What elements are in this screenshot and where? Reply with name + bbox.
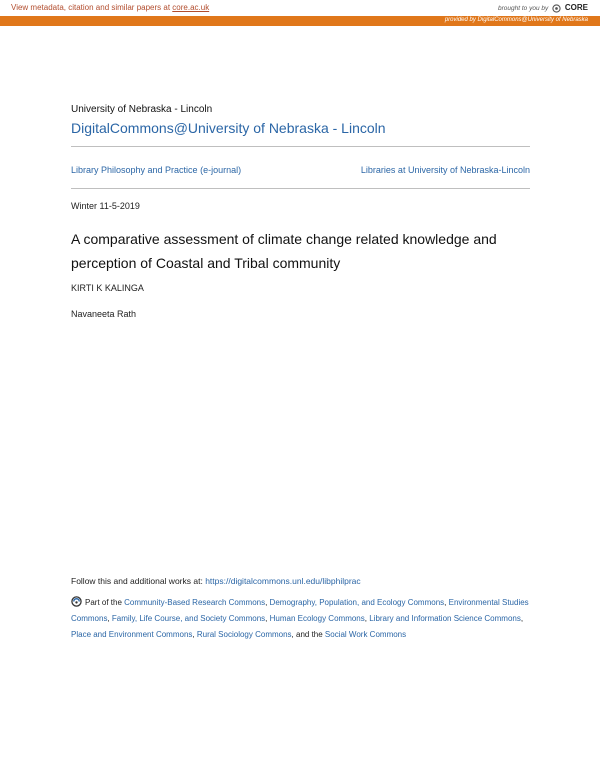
author-1: KIRTI K KALINGA [71, 283, 144, 293]
institution-name: University of Nebraska - Lincoln [71, 104, 213, 115]
metadata-text: View metadata, citation and similar papers at [11, 3, 171, 12]
commons-link[interactable]: Human Ecology Commons [269, 614, 365, 623]
part-of-prefix: Part of the [85, 598, 122, 607]
commons-link[interactable]: Place and Environment Commons [71, 630, 193, 639]
separator: , [265, 598, 270, 607]
commons-link[interactable]: Environmental Studies Commons [71, 598, 529, 623]
repository-link[interactable]: DigitalCommons@University of Nebraska - Lincoln [71, 120, 386, 136]
core-link[interactable]: core.ac.uk [172, 3, 210, 12]
commons-link[interactable]: Demography, Population, and Ecology Commons [269, 598, 445, 607]
disciplines-paragraph [71, 595, 533, 643]
libraries-link[interactable]: Libraries at University of Nebraska-Lincoln [360, 165, 530, 175]
author-2: Navaneeta Rath [71, 309, 137, 319]
publication-date: Winter 11-5-2019 [71, 201, 140, 211]
commons-link[interactable]: Social Work Commons [324, 630, 407, 639]
separator: , [192, 630, 197, 639]
divider-top [71, 146, 530, 147]
commons-link[interactable]: Community-Based Research Commons [124, 598, 266, 607]
follow-line [71, 576, 361, 586]
core-top-bar [0, 0, 600, 16]
commons-link[interactable]: Family, Life Course, and Society Commons [111, 614, 266, 623]
core-logo-icon [552, 4, 561, 13]
metadata-notice [11, 3, 209, 12]
divider-bottom [71, 188, 530, 189]
separator: , [444, 598, 449, 607]
provided-by-text: provided by DigitalCommons@University of Nebraska [444, 17, 588, 23]
separator: , [364, 614, 370, 623]
paper-title: A comparative assessment of climate change related knowledge and perception of Coastal and Tribal community [71, 231, 497, 271]
commons-link[interactable]: Library and Information Science Commons [369, 614, 521, 623]
provided-by-bar [0, 16, 600, 26]
commons-link[interactable]: Rural Sociology Commons [196, 630, 292, 639]
open-access-icon [71, 596, 82, 607]
follow-url-link[interactable]: https://digitalcommons.unl.edu/libphilprac [205, 576, 361, 586]
separator: , [265, 614, 270, 623]
follow-text: Follow this and additional works at: [71, 576, 203, 586]
series-link[interactable]: Library Philosophy and Practice (e-journal) [71, 165, 242, 175]
brought-text: brought to you by [498, 5, 549, 12]
core-brand: CORE [564, 3, 588, 12]
separator: , [107, 614, 112, 623]
brought-to-you-by [498, 3, 588, 13]
separator: , and the [291, 630, 323, 639]
separator: , [520, 614, 524, 623]
